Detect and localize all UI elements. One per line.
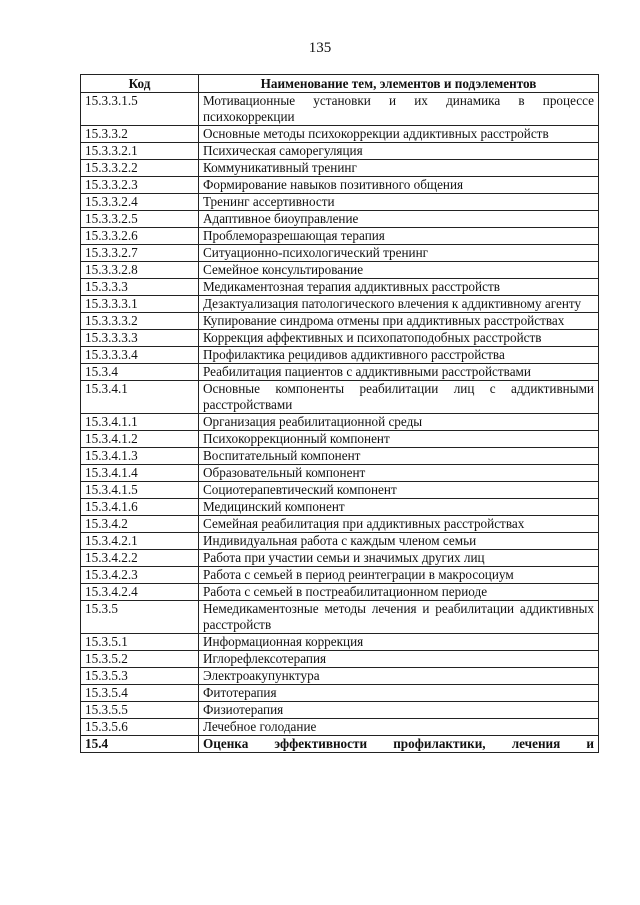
header-name: Наименование тем, элементов и подэлементов	[199, 75, 599, 93]
table-row	[81, 194, 599, 211]
row-code: 15.3.4.1.6	[81, 499, 199, 516]
row-name: Семейное консультирование	[199, 262, 599, 279]
table-row	[81, 160, 599, 177]
row-name: Основные методы психокоррекции аддиктивных расстройств	[199, 126, 599, 143]
table-row	[81, 330, 599, 347]
topics-table	[80, 74, 599, 753]
row-name: Лечебное голодание	[199, 719, 599, 736]
row-name: Иглорефлексотерапия	[199, 651, 599, 668]
table-row	[81, 702, 599, 719]
row-name: Мотивационные установки и их динамика в процессе психокоррекции	[199, 93, 599, 126]
row-name: Семейная реабилитация при аддиктивных расстройствах	[199, 516, 599, 533]
row-code: 15.3.3.2.6	[81, 228, 199, 245]
table-row	[81, 381, 599, 414]
table-row	[81, 736, 599, 753]
row-code: 15.3.3.2	[81, 126, 199, 143]
table-row	[81, 567, 599, 584]
row-name: Организация реабилитационной среды	[199, 414, 599, 431]
row-name: Коррекция аффективных и психопатоподобных расстройств	[199, 330, 599, 347]
table-row	[81, 499, 599, 516]
row-code: 15.3.5.1	[81, 634, 199, 651]
table-row	[81, 651, 599, 668]
row-code: 15.3.4.2.1	[81, 533, 199, 550]
table-row	[81, 262, 599, 279]
row-name: Ситуационно-психологический тренинг	[199, 245, 599, 262]
table-row	[81, 668, 599, 685]
row-code: 15.3.3.1.5	[81, 93, 199, 126]
table-row	[81, 634, 599, 651]
row-name: Медицинский компонент	[199, 499, 599, 516]
row-name: Работа с семьей в постреабилитационном периоде	[199, 584, 599, 601]
row-name: Медикаментозная терапия аддиктивных расстройств	[199, 279, 599, 296]
row-code: 15.3.5.4	[81, 685, 199, 702]
table-row	[81, 347, 599, 364]
table-row	[81, 245, 599, 262]
row-name: Немедикаментозные методы лечения и реабилитации аддиктивных расстройств	[199, 601, 599, 634]
row-code: 15.3.3.2.5	[81, 211, 199, 228]
table-row	[81, 465, 599, 482]
table-row	[81, 482, 599, 499]
row-name: Психокоррекционный компонент	[199, 431, 599, 448]
row-name: Работа с семьей в период реинтеграции в макросоциум	[199, 567, 599, 584]
table-row	[81, 431, 599, 448]
row-code: 15.3.3.3.1	[81, 296, 199, 313]
row-name: Индивидуальная работа с каждым членом семьи	[199, 533, 599, 550]
row-code: 15.4	[81, 736, 199, 753]
row-code: 15.3.3.2.4	[81, 194, 199, 211]
row-code: 15.3.5	[81, 601, 199, 634]
row-code: 15.3.3.3.2	[81, 313, 199, 330]
table-row	[81, 279, 599, 296]
table-row	[81, 296, 599, 313]
table-row	[81, 550, 599, 567]
row-name: Оценка эффективности профилактики, лечения и	[199, 736, 599, 753]
row-code: 15.3.3.2.3	[81, 177, 199, 194]
row-code: 15.3.3.2.2	[81, 160, 199, 177]
table-row	[81, 584, 599, 601]
row-name: Социотерапевтический компонент	[199, 482, 599, 499]
row-code: 15.3.4.1.4	[81, 465, 199, 482]
table-body	[81, 93, 599, 753]
row-code: 15.3.4.2.3	[81, 567, 199, 584]
row-code: 15.3.5.3	[81, 668, 199, 685]
row-name: Тренинг ассертивности	[199, 194, 599, 211]
table-row	[81, 93, 599, 126]
row-name: Основные компоненты реабилитации лиц с аддиктивными расстройствами	[199, 381, 599, 414]
row-name: Реабилитация пациентов с аддиктивными расстройствами	[199, 364, 599, 381]
row-code: 15.3.4.2.2	[81, 550, 199, 567]
row-name: Коммуникативный тренинг	[199, 160, 599, 177]
row-name: Воспитательный компонент	[199, 448, 599, 465]
row-code: 15.3.4	[81, 364, 199, 381]
table-row	[81, 448, 599, 465]
row-code: 15.3.4.1	[81, 381, 199, 414]
table-row	[81, 177, 599, 194]
table-row	[81, 126, 599, 143]
page-number: 135	[308, 40, 332, 56]
row-name: Образовательный компонент	[199, 465, 599, 482]
row-name: Формирование навыков позитивного общения	[199, 177, 599, 194]
row-code: 15.3.4.2	[81, 516, 199, 533]
row-name: Проблеморазрешающая терапия	[199, 228, 599, 245]
table-row	[81, 601, 599, 634]
table-row	[81, 414, 599, 431]
row-name: Адаптивное биоуправление	[199, 211, 599, 228]
row-code: 15.3.3.2.1	[81, 143, 199, 160]
table-row	[81, 719, 599, 736]
row-name: Психическая саморегуляция	[199, 143, 599, 160]
row-code: 15.3.5.5	[81, 702, 199, 719]
row-code: 15.3.4.1.2	[81, 431, 199, 448]
table-row	[81, 516, 599, 533]
header-code: Код	[81, 75, 199, 93]
row-name: Купирование синдрома отмены при аддиктивных расстройствах	[199, 313, 599, 330]
row-code: 15.3.5.6	[81, 719, 199, 736]
table-row	[81, 211, 599, 228]
row-code: 15.3.3.3	[81, 279, 199, 296]
table-row	[81, 228, 599, 245]
table-row	[81, 313, 599, 330]
row-code: 15.3.3.2.8	[81, 262, 199, 279]
table-row	[81, 364, 599, 381]
row-name: Профилактика рецидивов аддиктивного расстройства	[199, 347, 599, 364]
row-name: Работа при участии семьи и значимых других лиц	[199, 550, 599, 567]
row-name: Информационная коррекция	[199, 634, 599, 651]
row-code: 15.3.4.1.3	[81, 448, 199, 465]
table-row	[81, 685, 599, 702]
table-row	[81, 143, 599, 160]
table-row	[81, 533, 599, 550]
row-code: 15.3.4.1.1	[81, 414, 199, 431]
row-name: Дезактуализация патологического влечения к аддиктивному агенту	[199, 296, 599, 313]
row-code: 15.3.3.2.7	[81, 245, 199, 262]
row-code: 15.3.4.1.5	[81, 482, 199, 499]
table-header-row	[81, 75, 599, 93]
row-name: Фитотерапия	[199, 685, 599, 702]
row-code: 15.3.3.3.3	[81, 330, 199, 347]
row-name: Физиотерапия	[199, 702, 599, 719]
row-code: 15.3.4.2.4	[81, 584, 199, 601]
row-name: Электроакупунктура	[199, 668, 599, 685]
row-code: 15.3.3.3.4	[81, 347, 199, 364]
row-code: 15.3.5.2	[81, 651, 199, 668]
